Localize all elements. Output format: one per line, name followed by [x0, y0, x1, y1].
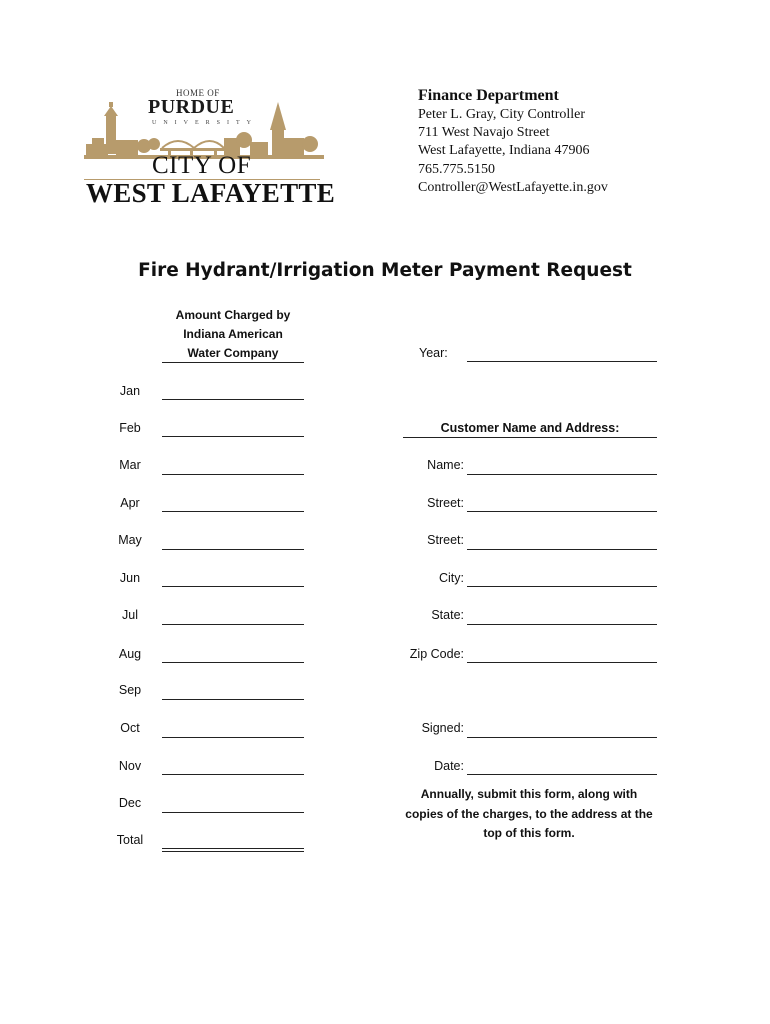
logo-city-of: CITY OF — [152, 152, 252, 179]
signed-label: Signed: — [421, 721, 464, 735]
amount-header-line: Water Company — [187, 346, 279, 360]
instruction-line: Annually, submit this form, along with — [420, 787, 638, 801]
month-label-sep: Sep — [118, 683, 142, 697]
month-label-oct: Oct — [120, 721, 140, 735]
instruction-line: top of this form. — [483, 826, 575, 840]
address-line: Peter L. Gray, City Controller — [418, 107, 586, 122]
address-line: West Lafayette, Indiana 47906 — [418, 143, 590, 159]
month-label-jul: Jul — [122, 608, 138, 622]
month-label-mar: Mar — [119, 458, 141, 472]
logo-purdue: PURDUE — [148, 96, 235, 118]
date-field[interactable] — [467, 774, 657, 775]
amount-column-header — [162, 306, 304, 363]
month-label-aug: Aug — [118, 647, 142, 661]
month-label-jun: Jun — [119, 571, 141, 585]
street-label-2: Street: — [427, 533, 464, 547]
month-label-jan: Jan — [119, 384, 141, 398]
total-field[interactable] — [162, 848, 304, 852]
month-label-may: May — [118, 533, 142, 547]
amount-field-sep[interactable] — [162, 699, 304, 700]
year-field[interactable] — [467, 361, 657, 362]
amount-header-line: Indiana American — [183, 327, 283, 341]
year-label: Year: — [419, 346, 448, 360]
address-email: Controller@WestLafayette.in.gov — [418, 179, 608, 195]
zip-label: Zip Code: — [409, 647, 464, 661]
name-label: Name: — [427, 458, 464, 472]
amount-field-aug[interactable] — [162, 662, 304, 663]
logo-west-lafayette: WEST LAFAYETTE — [86, 178, 336, 208]
logo-university: UNIVERSITY — [152, 120, 258, 126]
amount-field-feb[interactable] — [162, 436, 304, 437]
state-label: State: — [431, 608, 464, 622]
city-field[interactable] — [467, 586, 657, 587]
street-label: Street: — [427, 496, 464, 510]
submission-instructions — [400, 785, 658, 844]
date-label: Date: — [434, 759, 464, 773]
month-label-apr: Apr — [120, 496, 140, 510]
amount-field-jun[interactable] — [162, 586, 304, 587]
signature-field[interactable] — [467, 737, 657, 738]
zip-field[interactable] — [467, 662, 657, 663]
logo-home-of: HOME OF — [176, 88, 220, 98]
customer-section-header: Customer Name and Address: — [440, 421, 620, 435]
total-label: Total — [116, 833, 144, 847]
city-logo — [84, 80, 336, 210]
amount-field-may[interactable] — [162, 549, 304, 550]
address-line: 765.775.5150 — [418, 161, 495, 177]
amount-field-oct[interactable] — [162, 737, 304, 738]
skyline-icon — [84, 100, 324, 160]
name-field[interactable] — [467, 474, 657, 475]
customer-header-underline — [403, 437, 657, 438]
month-label-nov: Nov — [118, 759, 142, 773]
department-address — [418, 86, 608, 197]
street-field-2[interactable] — [467, 549, 657, 550]
address-line: 711 West Navajo Street — [418, 125, 550, 141]
department-name: Finance Department — [418, 87, 559, 104]
amount-field-nov[interactable] — [162, 774, 304, 775]
state-field[interactable] — [467, 624, 657, 625]
instruction-line: copies of the charges, to the address at the — [405, 806, 653, 821]
street-field-1[interactable] — [467, 511, 657, 512]
amount-field-jan[interactable] — [162, 399, 304, 400]
amount-field-jul[interactable] — [162, 624, 304, 625]
month-label-dec: Dec — [118, 796, 142, 810]
amount-header-underline — [162, 362, 304, 363]
amount-field-dec[interactable] — [162, 812, 304, 813]
amount-field-apr[interactable] — [162, 511, 304, 512]
amount-field-mar[interactable] — [162, 474, 304, 475]
amount-header-line: Amount Charged by — [175, 308, 291, 322]
city-label: City: — [439, 571, 464, 585]
form-title: Fire Hydrant/Irrigation Meter Payment Request — [138, 260, 632, 281]
month-label-feb: Feb — [119, 421, 141, 435]
